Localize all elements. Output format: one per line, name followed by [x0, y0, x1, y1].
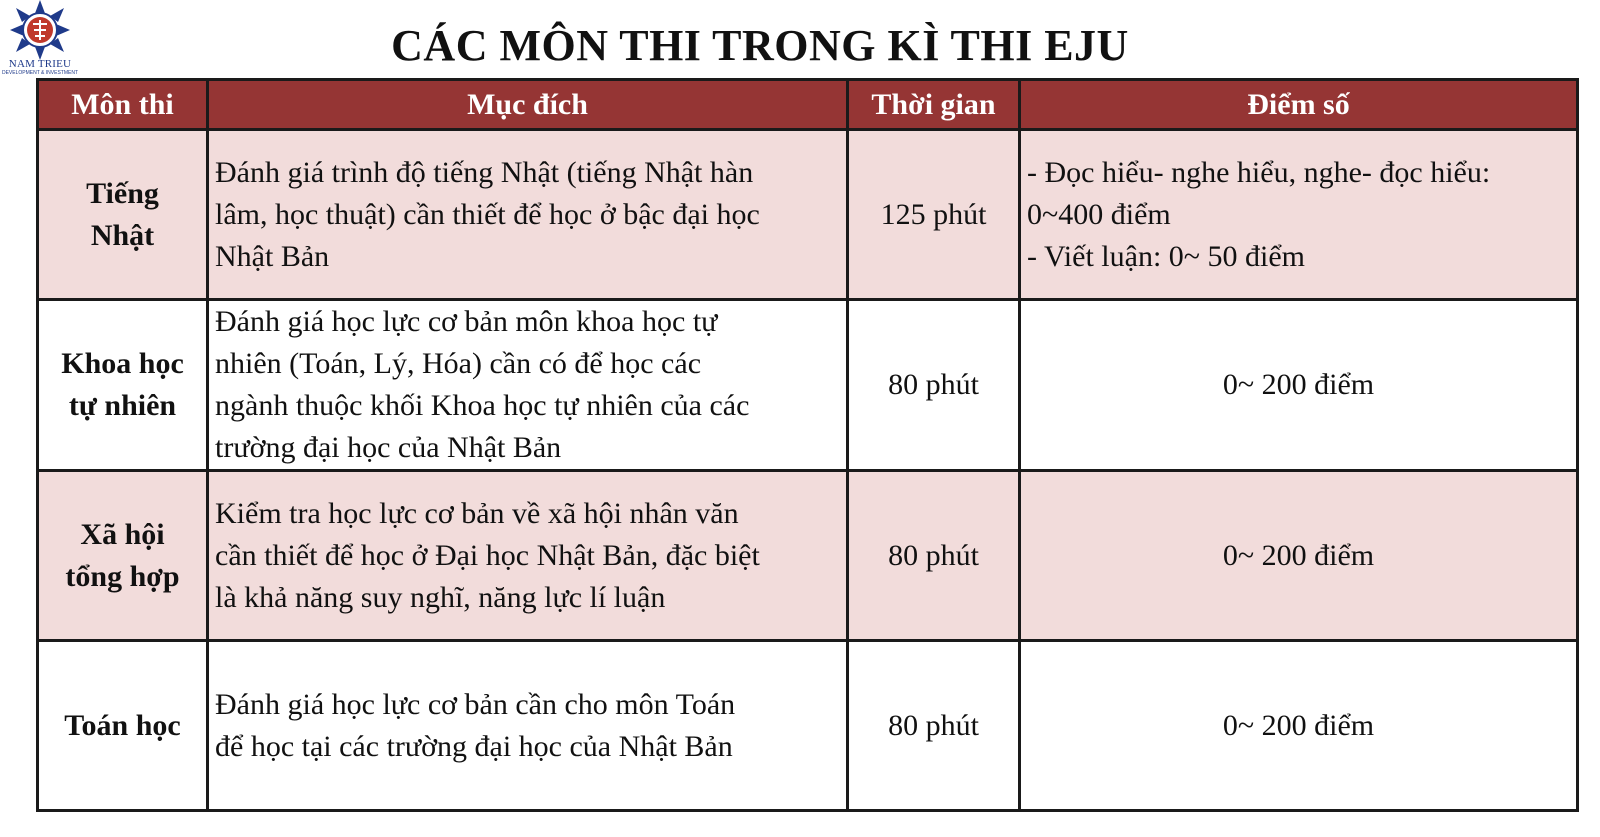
purpose-line: nhiên (Toán, Lý, Hóa) cần có để học các — [215, 347, 702, 380]
subject-cell — [38, 130, 208, 300]
purpose-line: Kiểm tra học lực cơ bản về xã hội nhân văn — [215, 496, 739, 530]
time-cell: 80 phút — [848, 300, 1020, 471]
purpose-cell — [208, 130, 848, 300]
purpose-line: là khả năng suy nghĩ, năng lực lí luận — [215, 580, 666, 614]
score-line: - Viết luận: 0~ 50 điểm — [1027, 239, 1305, 273]
subject-line: Toán học — [64, 708, 181, 742]
purpose-line: Đánh giá học lực cơ bản môn khoa học tự — [215, 305, 718, 338]
purpose-line: trường đại học của Nhật Bản — [215, 431, 562, 464]
subject-line: tổng hợp — [65, 559, 180, 593]
table-row — [38, 471, 1578, 641]
purpose-line: để học tại các trường đại học của Nhật Bản — [215, 729, 733, 763]
purpose-line: Đánh giá trình độ tiếng Nhật (tiếng Nhật hàn — [215, 155, 754, 189]
header-purpose: Mục đích — [208, 80, 848, 130]
table-row — [38, 300, 1578, 471]
score-line: 0~ 200 điểm — [1222, 368, 1375, 401]
purpose-line: lâm, học thuật) cần thiết để học ở bậc đại học — [215, 197, 760, 231]
purpose-cell — [208, 471, 848, 641]
header-subject: Môn thi — [38, 80, 208, 130]
subject-line: Tiếng — [86, 176, 159, 210]
time-cell: 125 phút — [848, 130, 1020, 300]
purpose-cell — [208, 641, 848, 811]
score-line: 0~400 điểm — [1027, 197, 1171, 231]
subject-cell — [38, 471, 208, 641]
subject-line: Nhật — [90, 218, 155, 252]
logo-tagline: DEVELOPMENT & INVESTMENT — [1, 70, 79, 76]
time-cell: 80 phút — [848, 471, 1020, 641]
score-cell — [1020, 130, 1578, 300]
purpose-line: Đánh giá học lực cơ bản cần cho môn Toán — [215, 687, 736, 721]
score-cell — [1020, 641, 1578, 811]
table-row — [38, 641, 1578, 811]
purpose-line: cần thiết để học ở Đại học Nhật Bản, đặc biệt — [215, 538, 760, 572]
score-line: - Đọc hiểu- nghe hiểu, nghe- đọc hiểu: — [1027, 155, 1491, 189]
purpose-cell — [208, 300, 848, 471]
purpose-line: Nhật Bản — [215, 239, 330, 273]
exam-subjects-table — [36, 78, 1579, 812]
subject-cell — [38, 300, 208, 471]
header-score: Điểm số — [1020, 80, 1578, 130]
table-row — [38, 130, 1578, 300]
subject-cell — [38, 641, 208, 811]
score-cell — [1020, 471, 1578, 641]
page-title: CÁC MÔN THI TRONG KÌ THI EJU — [391, 21, 1129, 70]
purpose-line: ngành thuộc khối Khoa học tự nhiên của các — [215, 389, 750, 422]
score-line: 0~ 200 điểm — [1222, 538, 1375, 572]
score-line: 0~ 200 điểm — [1222, 708, 1375, 742]
header-time: Thời gian — [848, 80, 1020, 130]
table-header-row — [38, 80, 1578, 130]
logo-name: NAM TRIEU — [8, 58, 72, 70]
score-cell — [1020, 300, 1578, 471]
subject-line: Khoa học — [61, 347, 184, 380]
subject-line: Xã hội — [80, 517, 165, 551]
subject-line: tự nhiên — [68, 389, 177, 422]
time-cell: 80 phút — [848, 641, 1020, 811]
